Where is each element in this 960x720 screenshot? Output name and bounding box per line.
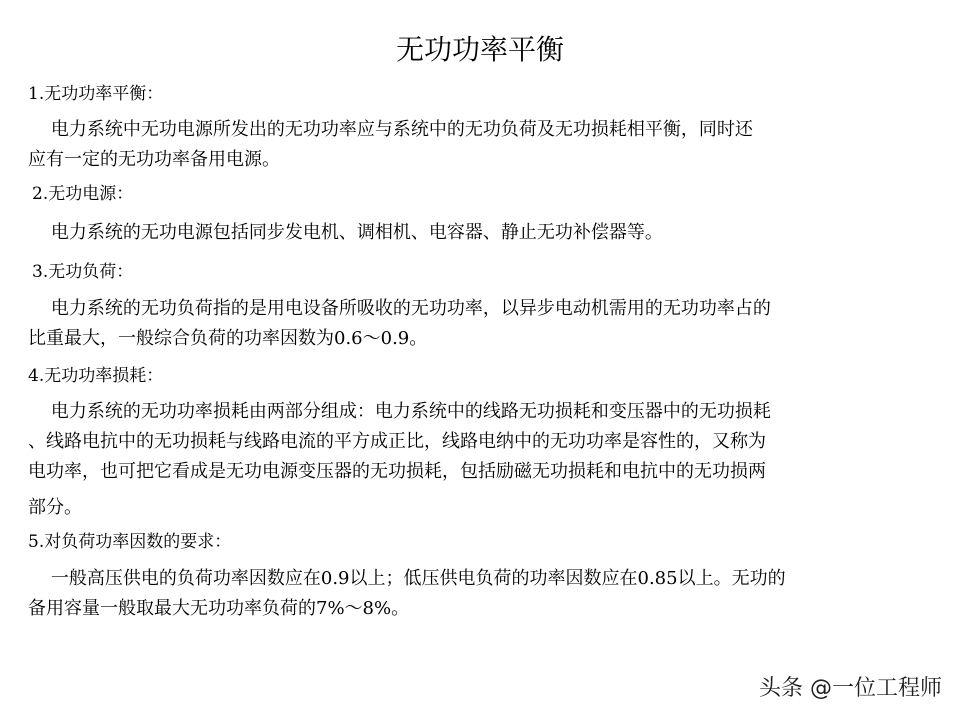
page-title: 无功功率平衡	[395, 33, 564, 66]
paragraph-line: 一般高压供电的负荷功率因数应在0.9以上；低压供电负荷的功率因数应在0.85以上。无功的	[28, 568, 786, 589]
section-5-heading: 5.对负荷功率因数的要求：	[28, 532, 232, 552]
section-2-heading: 2.无功电源：	[32, 184, 134, 204]
section-1-heading: 1.无功功率平衡：	[28, 84, 164, 104]
section-4-paragraph	[28, 397, 918, 523]
watermark: 头条 @一位工程师	[759, 676, 942, 701]
paragraph-line: 部分。	[28, 497, 82, 518]
paragraph-line: 比重最大，一般综合负荷的功率因数为0.6～0.9。	[28, 328, 428, 349]
section-3-paragraph	[28, 294, 918, 354]
paragraph-line: 备用容量一般取最大无功功率负荷的7%～8%。	[28, 598, 410, 619]
paragraph-line: 电力系统的无功电源包括同步发电机、调相机、电容器、静止无功补偿器等。	[28, 222, 663, 243]
paragraph-line: 电力系统的无功负荷指的是用电设备所吸收的无功功率，以异步电动机需用的无功功率占的	[28, 298, 771, 319]
paragraph-line: 电力系统中无功电源所发出的无功功率应与系统中的无功负荷及无功损耗相平衡，同时还	[28, 119, 753, 140]
section-1-paragraph	[28, 115, 918, 175]
section-2-paragraph	[28, 218, 918, 248]
section-5-paragraph	[28, 564, 918, 624]
paragraph-line: 、线路电抗中的无功损耗与线路电流的平方成正比，线路电纳中的无功功率是容性的，又称为	[28, 431, 766, 452]
section-4-heading: 4.无功功率损耗：	[28, 366, 164, 386]
section-3-heading: 3.无功负荷：	[32, 262, 134, 282]
paragraph-line: 应有一定的无功功率备用电源。	[28, 149, 280, 170]
paragraph-line: 电功率，也可把它看成是无功电源变压器的无功损耗，包括励磁无功损耗和电抗中的无功损两	[28, 461, 766, 482]
paragraph-line: 电力系统的无功功率损耗由两部分组成：电力系统中的线路无功损耗和变压器中的无功损耗	[28, 401, 771, 422]
